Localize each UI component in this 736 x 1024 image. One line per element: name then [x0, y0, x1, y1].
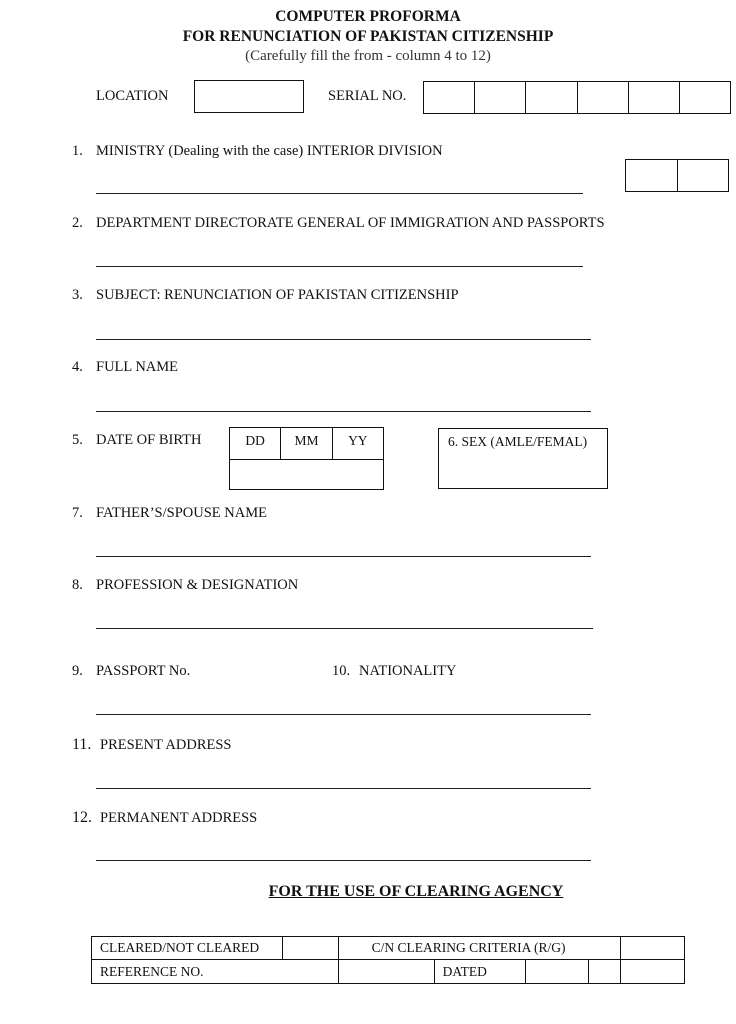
ministry-code-cell[interactable] — [626, 160, 678, 191]
serial-cell[interactable] — [526, 82, 577, 113]
serial-cell[interactable] — [680, 82, 730, 113]
present-address-number: 11. — [72, 736, 92, 753]
permanent-address-line[interactable] — [96, 860, 591, 861]
dated-value-cell[interactable] — [526, 960, 621, 984]
serial-cell[interactable] — [629, 82, 680, 113]
serial-label: SERIAL NO. — [328, 88, 407, 104]
profession-line[interactable] — [96, 628, 593, 629]
reference-label: REFERENCE NO. — [92, 960, 339, 984]
profession-label: PROFESSION & DESIGNATION — [96, 577, 299, 593]
serial-cell[interactable] — [424, 82, 475, 113]
dated-month-cell[interactable] — [589, 960, 620, 983]
profession-number: 8. — [72, 577, 83, 593]
sex-input-box[interactable] — [438, 428, 608, 489]
reference-dated-cell[interactable] — [338, 960, 526, 984]
nationality-label: NATIONALITY — [359, 663, 457, 679]
dob-input-grid[interactable] — [229, 427, 384, 490]
form-instructions: (Carefully fill the from - column 4 to 12) — [245, 48, 491, 64]
dob-value-cell[interactable] — [230, 460, 383, 490]
criteria-label: C/N CLEARING CRITERIA (R/G) — [338, 937, 621, 960]
department-number: 2. — [72, 215, 83, 231]
dated-year-cell[interactable] — [621, 960, 685, 984]
nationality-number: 10. — [332, 663, 351, 679]
dob-label: DATE OF BIRTH — [96, 432, 202, 448]
present-address-line[interactable] — [96, 788, 591, 789]
subject-number: 3. — [72, 287, 83, 303]
serial-cell[interactable] — [578, 82, 629, 113]
dob-number: 5. — [72, 432, 83, 448]
dated-day-cell[interactable] — [526, 960, 589, 983]
passport-line[interactable] — [96, 714, 591, 715]
permanent-address-number: 12. — [72, 809, 92, 826]
passport-number: 9. — [72, 663, 83, 679]
full-name-number: 4. — [72, 359, 83, 375]
dated-label: DATED — [442, 964, 487, 979]
father-label: FATHER’S/SPOUSE NAME — [96, 505, 267, 521]
ministry-label: MINISTRY (Dealing with the case) INTERIOR DIVISION — [96, 143, 443, 159]
form-subtitle-title: FOR RENUNCIATION OF PAKISTAN CITIZENSHIP — [182, 28, 554, 45]
location-label: LOCATION — [96, 88, 169, 104]
subject-label: SUBJECT: RENUNCIATION OF PAKISTAN CITIZENSHIP — [96, 287, 459, 303]
serial-input-cells[interactable] — [423, 81, 731, 114]
department-line[interactable] — [96, 266, 583, 267]
passport-label: PASSPORT No. — [96, 663, 191, 679]
permanent-address-label: PERMANENT ADDRESS — [100, 810, 258, 826]
full-name-label: FULL NAME — [96, 359, 179, 375]
ministry-code-cell[interactable] — [678, 160, 729, 191]
present-address-label: PRESENT ADDRESS — [100, 737, 232, 753]
dob-year-header: YY — [348, 433, 368, 448]
dob-day-header: DD — [230, 428, 281, 459]
serial-cell[interactable] — [475, 82, 526, 113]
sex-label: 6. SEX (AMLE/FEMAL) — [448, 434, 588, 449]
reference-value-cell[interactable] — [339, 960, 435, 983]
ministry-line[interactable] — [96, 193, 583, 194]
dob-month-header: MM — [281, 428, 332, 459]
full-name-line[interactable] — [96, 411, 591, 412]
ministry-number: 1. — [72, 143, 83, 159]
table-row — [92, 960, 685, 984]
clearing-heading-text: FOR THE USE OF CLEARING AGENCY — [268, 883, 564, 900]
clearing-heading — [48, 883, 736, 901]
cleared-value-cell[interactable] — [282, 937, 338, 960]
clearing-table — [91, 936, 685, 984]
location-input-box[interactable] — [194, 80, 304, 113]
criteria-value-cell[interactable] — [621, 937, 685, 960]
father-number: 7. — [72, 505, 83, 521]
form-title: COMPUTER PROFORMA — [275, 8, 461, 25]
department-label: DEPARTMENT DIRECTORATE GENERAL OF IMMIGRATION AND PASSPORTS — [96, 215, 605, 231]
table-row — [92, 937, 685, 960]
father-line[interactable] — [96, 556, 591, 557]
cleared-label: CLEARED/NOT CLEARED — [92, 937, 283, 960]
ministry-code-cells[interactable] — [625, 159, 729, 192]
subject-line[interactable] — [96, 339, 591, 340]
